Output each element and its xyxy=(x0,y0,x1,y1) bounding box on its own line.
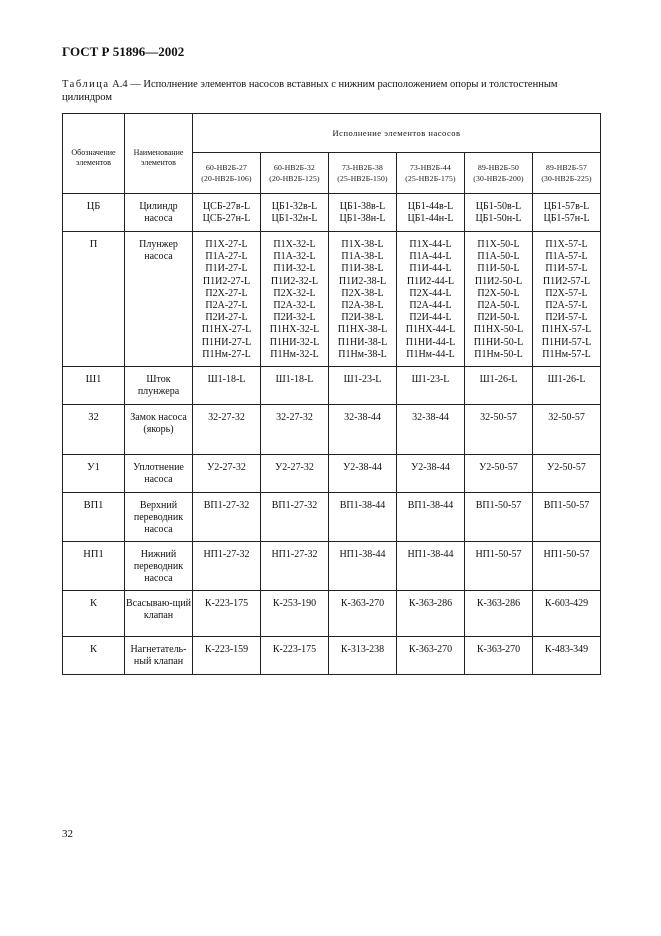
element-variant-cell xyxy=(329,542,397,591)
variant-code: 32-38-44 xyxy=(412,412,449,423)
element-variant-cell xyxy=(397,455,465,493)
element-variant-cell xyxy=(193,232,261,367)
element-variant-cell xyxy=(465,194,533,232)
variant-code: П1НХ-32-L xyxy=(269,324,320,336)
element-variant-cell xyxy=(533,194,601,232)
variant-code: К-363-270 xyxy=(408,644,453,655)
variant-code: П1НИ-27-L xyxy=(201,336,252,348)
variant-code: ВП1-27-32 xyxy=(203,500,250,511)
variant-code: ЦБ1-57н-L xyxy=(543,213,590,225)
variant-code: П2Х-27-L xyxy=(205,287,248,299)
size-designation: 73-НВ2Б-38 xyxy=(342,163,383,172)
element-code: ЦБ xyxy=(63,194,125,232)
variant-code: П1И-32-L xyxy=(273,263,316,275)
element-variant-cell xyxy=(533,367,601,405)
element-variant-cell xyxy=(261,493,329,542)
standard-header: ГОСТ Р 51896—2002 xyxy=(62,44,185,59)
element-code: К xyxy=(63,591,125,637)
size-header xyxy=(193,153,261,194)
caption-text: А.4 — Исполнение элементов насосов вставных с нижним расположением опоры и толстостенным цилиндром xyxy=(62,79,558,103)
variant-code: П1Нм-50-L xyxy=(474,348,523,360)
size-alt-designation: (25-НВ2Б-175) xyxy=(405,174,456,183)
variant-code: П2И-44-L xyxy=(409,312,452,324)
variant-code: П2Х-44-L xyxy=(409,287,452,299)
variant-code: П1Х-27-L xyxy=(205,239,248,250)
variant-code: НП1-50-57 xyxy=(475,549,522,560)
variant-code: ВП1-38-44 xyxy=(339,500,386,511)
variant-code: НП1-50-57 xyxy=(543,549,590,560)
group-header: Исполнение элементов насосов xyxy=(193,114,601,153)
variant-code: К-363-270 xyxy=(476,644,521,655)
element-variant-cell xyxy=(329,591,397,637)
variant-code: П1Х-50-L xyxy=(477,239,520,250)
element-variant-cell xyxy=(397,405,465,455)
size-designation: 89-НВ2Б-57 xyxy=(546,163,587,172)
variant-code: П1Нм-38-L xyxy=(338,348,387,360)
variant-code: П1НИ-32-L xyxy=(269,336,320,348)
size-alt-designation: (25-НВ2Б-150) xyxy=(337,174,388,183)
variant-code: П1И2-57-L xyxy=(542,275,591,287)
variant-code: ЦБ1-44в-L xyxy=(407,201,454,212)
table-row xyxy=(63,455,601,493)
element-variant-cell xyxy=(465,591,533,637)
table-caption xyxy=(62,78,602,104)
variant-code: П1А-50-L xyxy=(477,251,520,263)
element-variant-cell xyxy=(261,405,329,455)
variant-code: П1И2-38-L xyxy=(338,275,387,287)
variant-code: П1И-50-L xyxy=(477,263,520,275)
variant-code: 32-50-57 xyxy=(548,412,585,423)
size-header xyxy=(397,153,465,194)
size-alt-designation: (20-НВ2Б-125) xyxy=(269,174,320,183)
variant-code: П1Х-44-L xyxy=(409,239,452,250)
element-variant-cell xyxy=(465,367,533,405)
element-variant-cell xyxy=(397,232,465,367)
variant-code: К-223-159 xyxy=(204,644,249,655)
element-variant-cell xyxy=(465,637,533,675)
element-code: ВП1 xyxy=(63,493,125,542)
table-row xyxy=(63,591,601,637)
pump-elements-table xyxy=(62,113,601,675)
variant-code: П2Х-32-L xyxy=(273,287,316,299)
size-designation: 73-НВ2Б-44 xyxy=(410,163,451,172)
element-variant-cell xyxy=(193,194,261,232)
variant-code: П1А-27-L xyxy=(205,251,248,263)
variant-code: НП1-38-44 xyxy=(339,549,386,560)
variant-code: К-313-238 xyxy=(340,644,385,655)
variant-code: Ш1-18-L xyxy=(207,374,246,385)
variant-code: П2А-50-L xyxy=(477,300,520,312)
variant-code: 32-27-32 xyxy=(208,412,245,423)
element-variant-cell xyxy=(397,637,465,675)
table-row xyxy=(63,367,601,405)
variant-code: ЦСБ-27н-L xyxy=(202,213,251,225)
variant-code: ВП1-38-44 xyxy=(407,500,454,511)
variant-code: П2И-50-L xyxy=(477,312,520,324)
element-name: Уплотнение насоса xyxy=(125,455,193,493)
variant-code: П1И2-44-L xyxy=(406,275,455,287)
variant-code: К-363-286 xyxy=(408,598,453,609)
variant-code: 32-38-44 xyxy=(344,412,381,423)
element-variant-cell xyxy=(533,542,601,591)
variant-code: ЦБ1-57в-L xyxy=(543,201,590,212)
size-header xyxy=(465,153,533,194)
element-variant-cell xyxy=(261,591,329,637)
variant-code: У2-38-44 xyxy=(343,462,382,473)
size-designation: 60-НВ2Б-32 xyxy=(274,163,315,172)
element-variant-cell xyxy=(465,455,533,493)
variant-code: П1Нм-32-L xyxy=(270,348,319,360)
variant-code: П1Х-32-L xyxy=(273,239,316,250)
element-code: 32 xyxy=(63,405,125,455)
variant-code: Ш1-23-L xyxy=(343,374,382,385)
size-alt-designation: (30-НВ2Б-200) xyxy=(473,174,524,183)
variant-code: П1А-57-L xyxy=(545,251,588,263)
variant-code: П1Нм-27-L xyxy=(202,348,251,360)
element-variant-cell xyxy=(261,637,329,675)
variant-code: П2А-57-L xyxy=(545,300,588,312)
element-variant-cell xyxy=(397,493,465,542)
variant-code: Ш1-23-L xyxy=(411,374,450,385)
variant-code: П1И2-32-L xyxy=(270,275,319,287)
variant-code: П2А-44-L xyxy=(409,300,452,312)
element-variant-cell xyxy=(193,493,261,542)
variant-code: ЦБ1-50н-L xyxy=(475,213,522,225)
variant-code: П2Х-38-L xyxy=(341,287,384,299)
element-variant-cell xyxy=(465,493,533,542)
variant-code: П1А-44-L xyxy=(409,251,452,263)
variant-code: У2-27-32 xyxy=(207,462,246,473)
element-variant-cell xyxy=(397,591,465,637)
variant-code: Ш1-18-L xyxy=(275,374,314,385)
variant-code: П2А-32-L xyxy=(273,300,316,312)
variant-code: К-363-270 xyxy=(340,598,385,609)
table-row xyxy=(63,232,601,367)
element-variant-cell xyxy=(329,367,397,405)
table-row xyxy=(63,637,601,675)
variant-code: К-223-175 xyxy=(204,598,249,609)
element-variant-cell xyxy=(533,591,601,637)
size-designation: 89-НВ2Б-50 xyxy=(478,163,519,172)
element-variant-cell xyxy=(465,232,533,367)
variant-code: НП1-38-44 xyxy=(407,549,454,560)
element-variant-cell xyxy=(261,455,329,493)
variant-code: П1НХ-57-L xyxy=(541,324,592,336)
table-row xyxy=(63,542,601,591)
element-name: Плунжер насоса xyxy=(125,232,193,367)
variant-code: П1НХ-50-L xyxy=(473,324,524,336)
variant-code: П2И-27-L xyxy=(205,312,248,324)
element-variant-cell xyxy=(533,405,601,455)
variant-code: П1НХ-27-L xyxy=(201,324,252,336)
element-variant-cell xyxy=(193,367,261,405)
variant-code: П2И-57-L xyxy=(545,312,588,324)
variant-code: П2И-32-L xyxy=(273,312,316,324)
variant-code: П2Х-57-L xyxy=(545,287,588,299)
variant-code: П1И2-27-L xyxy=(202,275,251,287)
element-variant-cell xyxy=(193,542,261,591)
variant-code: П2Х-50-L xyxy=(477,287,520,299)
variant-code: П1И-57-L xyxy=(545,263,588,275)
caption-label: Таблица xyxy=(62,79,110,90)
variant-code: П2А-38-L xyxy=(341,300,384,312)
element-variant-cell xyxy=(533,493,601,542)
element-variant-cell xyxy=(329,637,397,675)
variant-code: П1НИ-44-L xyxy=(405,336,456,348)
size-header xyxy=(329,153,397,194)
size-alt-designation: (20-НВ2Б-106) xyxy=(201,174,252,183)
element-variant-cell xyxy=(261,232,329,367)
size-header xyxy=(261,153,329,194)
variant-code: ВП1-50-57 xyxy=(475,500,522,511)
variant-code: Ш1-26-L xyxy=(547,374,586,385)
element-code: НП1 xyxy=(63,542,125,591)
element-name: Цилиндр насоса xyxy=(125,194,193,232)
table-row xyxy=(63,493,601,542)
variant-code: К-483-349 xyxy=(544,644,589,655)
element-variant-cell xyxy=(397,542,465,591)
element-code: К xyxy=(63,637,125,675)
variant-code: П1НХ-44-L xyxy=(405,324,456,336)
variant-code: П1НХ-38-L xyxy=(337,324,388,336)
variant-code: П1Х-57-L xyxy=(545,239,588,250)
variant-code: ЦБ1-50в-L xyxy=(475,201,522,212)
element-variant-cell xyxy=(329,232,397,367)
element-variant-cell xyxy=(261,367,329,405)
element-variant-cell xyxy=(193,637,261,675)
variant-code: П1НИ-38-L xyxy=(337,336,388,348)
page-number: 32 xyxy=(62,828,73,840)
variant-code: Ш1-26-L xyxy=(479,374,518,385)
variant-code: НП1-27-32 xyxy=(271,549,318,560)
variant-code: ВП1-27-32 xyxy=(271,500,318,511)
element-variant-cell xyxy=(329,455,397,493)
variant-code: ВП1-50-57 xyxy=(543,500,590,511)
variant-code: К-253-190 xyxy=(272,598,317,609)
element-variant-cell xyxy=(193,455,261,493)
variant-code: К-603-429 xyxy=(544,598,589,609)
variant-code: К-223-175 xyxy=(272,644,317,655)
element-variant-cell xyxy=(533,232,601,367)
element-variant-cell xyxy=(533,455,601,493)
variant-code: П1И-38-L xyxy=(341,263,384,275)
element-name: Нижний переводник насоса xyxy=(125,542,193,591)
variant-code: ЦБ1-32в-L xyxy=(271,201,318,212)
variant-code: ЦБ1-32н-L xyxy=(271,213,318,225)
variant-code: П1Нм-57-L xyxy=(542,348,591,360)
variant-code: У2-50-57 xyxy=(547,462,586,473)
element-variant-cell xyxy=(465,405,533,455)
element-name: Всасываю-щий клапан xyxy=(125,591,193,637)
variant-code: П1И2-50-L xyxy=(474,275,523,287)
variant-code: У2-50-57 xyxy=(479,462,518,473)
variant-code: П1А-32-L xyxy=(273,251,316,263)
element-variant-cell xyxy=(329,493,397,542)
element-variant-cell xyxy=(397,194,465,232)
element-variant-cell xyxy=(193,591,261,637)
variant-code: П1Нм-44-L xyxy=(406,348,455,360)
variant-code: П2А-27-L xyxy=(205,300,248,312)
element-code: Ш1 xyxy=(63,367,125,405)
size-designation: 60-НВ2Б-27 xyxy=(206,163,247,172)
element-code: П xyxy=(63,232,125,367)
variant-code: У2-38-44 xyxy=(411,462,450,473)
element-name: Замок насоса (якорь) xyxy=(125,405,193,455)
variant-code: П1НИ-50-L xyxy=(473,336,524,348)
element-variant-cell xyxy=(329,194,397,232)
element-code: У1 xyxy=(63,455,125,493)
table-body xyxy=(63,194,601,675)
table-row xyxy=(63,405,601,455)
variant-code: ЦБ1-38н-L xyxy=(339,213,386,225)
variant-code: П1И-44-L xyxy=(409,263,452,275)
element-name: Нагнетатель-ный клапан xyxy=(125,637,193,675)
variant-code: НП1-27-32 xyxy=(203,549,250,560)
variant-code: У2-27-32 xyxy=(275,462,314,473)
col-name-header: Наименование элементов xyxy=(125,114,193,194)
variant-code: ЦБ1-38в-L xyxy=(339,201,386,212)
element-variant-cell xyxy=(261,542,329,591)
table-row xyxy=(63,194,601,232)
variant-code: П1НИ-57-L xyxy=(541,336,592,348)
variant-code: 32-27-32 xyxy=(276,412,313,423)
size-header xyxy=(533,153,601,194)
element-variant-cell xyxy=(193,405,261,455)
variant-code: П1Х-38-L xyxy=(341,239,384,250)
element-variant-cell xyxy=(465,542,533,591)
variant-code: П1И-27-L xyxy=(205,263,248,275)
size-alt-designation: (30-НВ2Б-225) xyxy=(541,174,592,183)
variant-code: 32-50-57 xyxy=(480,412,517,423)
col-designation-header: Обозначение элементов xyxy=(63,114,125,194)
element-variant-cell xyxy=(261,194,329,232)
variant-code: П1А-38-L xyxy=(341,251,384,263)
variant-code: К-363-286 xyxy=(476,598,521,609)
element-variant-cell xyxy=(533,637,601,675)
element-name: Верхний переводник насоса xyxy=(125,493,193,542)
element-variant-cell xyxy=(329,405,397,455)
variant-code: ЦБ1-44н-L xyxy=(407,213,454,225)
element-name: Шток плунжера xyxy=(125,367,193,405)
element-variant-cell xyxy=(397,367,465,405)
variant-code: ЦСБ-27в-L xyxy=(202,201,251,212)
variant-code: П2И-38-L xyxy=(341,312,384,324)
